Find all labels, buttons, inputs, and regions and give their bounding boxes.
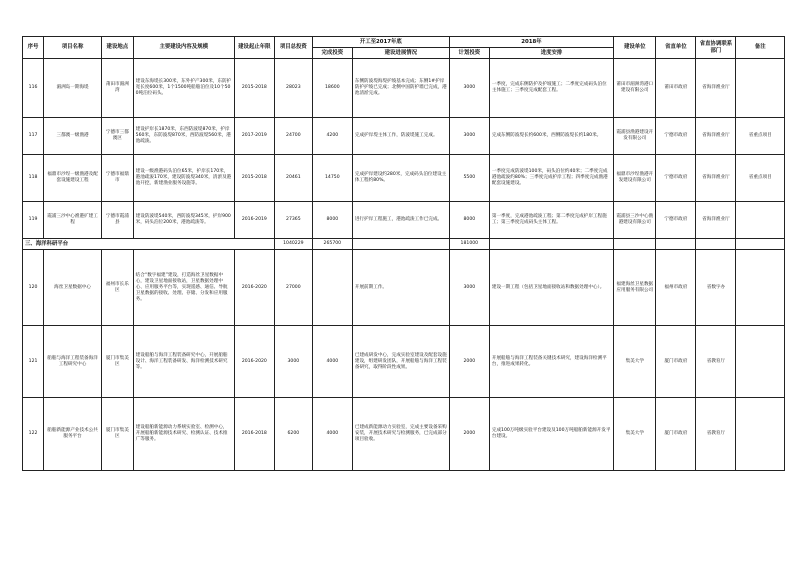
- cell-name: 三都澳一级渔港: [44, 118, 102, 155]
- cell-location: 宁德市霞浦县: [102, 202, 134, 239]
- cell-plan: 3000: [449, 250, 489, 326]
- header-row-top: [23, 37, 785, 48]
- cell-years: 2015-2018: [234, 59, 274, 118]
- cell-province-unit: 厦门市政府: [656, 398, 696, 471]
- header-plan-progress: 进度安排: [489, 48, 613, 59]
- cell-name: 湄洲岛一期海堤: [44, 59, 102, 118]
- cell-location: 福州市长乐区: [102, 250, 134, 326]
- cell-progress: 开展前期工作。: [352, 250, 449, 326]
- section-done: 265700: [312, 239, 352, 250]
- cell-coord: 省海洋渔业厅: [696, 155, 736, 202]
- cell-remarks: [736, 398, 785, 471]
- cell-seq: 122: [23, 398, 44, 471]
- cell-remarks: [736, 326, 785, 398]
- cell-years: 2016-2019: [234, 202, 274, 239]
- cell-total: 27000: [274, 250, 312, 326]
- cell-unit: 集美大学: [614, 326, 656, 398]
- table-row: [23, 118, 785, 155]
- cell-unit: 福鼎市沙埕渔港开发建设有限公司: [614, 155, 656, 202]
- table-row: [23, 250, 785, 326]
- cell-unit: 莆田市湄洲湾港口建设有限公司: [614, 59, 656, 118]
- section-blank: [736, 239, 785, 250]
- cell-coord: 省数字办: [696, 250, 736, 326]
- cell-progress: 已建成研发中心，完成实验室建设及配套设施建设，组建研发团队，开展船舶与海洋工程装备研究，取得阶段性成果。: [352, 326, 449, 398]
- header-name: 项目名称: [44, 37, 102, 59]
- cell-unit: 集美大学: [614, 398, 656, 471]
- header-cumulative-group: 开工至2017年底: [312, 37, 449, 48]
- header-province-unit: 省直单位: [656, 37, 696, 59]
- cell-progress: 完成护岸建设约280米，完成码头泊位建设主体工程约80%。: [352, 155, 449, 202]
- table-row: [23, 326, 785, 398]
- header-scale: 主要建设内容及规模: [133, 37, 234, 59]
- cell-seq: 121: [23, 326, 44, 398]
- section-blank: [656, 239, 696, 250]
- header-seq: 序号: [23, 37, 44, 59]
- cell-plan: 2000: [449, 398, 489, 471]
- cell-total: 24700: [274, 118, 312, 155]
- section-blank: [352, 239, 449, 250]
- table-row: [23, 398, 785, 471]
- cell-progress: 完成护岸堤主体工作，防波堤施工完成。: [352, 118, 449, 155]
- section-blank: [489, 239, 613, 250]
- cell-location: 宁德市三都澳区: [102, 118, 134, 155]
- header-remarks: 备注: [736, 37, 785, 59]
- cell-coord: 省教育厅: [696, 326, 736, 398]
- cell-total: 3000: [274, 326, 312, 398]
- cell-scale: 建设东海堤长300米，东外护产300米，东防护宽长度600米，1个1500吨船舶泊位及10个500吨泊位码头。: [133, 59, 234, 118]
- cell-name: 船舶新能源产业技术公共服务平台: [44, 398, 102, 471]
- cell-done: 14750: [312, 155, 352, 202]
- cell-location: 厦门市集美区: [102, 398, 134, 471]
- cell-done: 4000: [312, 326, 352, 398]
- cell-plan: 5500: [449, 155, 489, 202]
- cell-scale: 建设防波堤540米，西防波堤345米，护岸900米，码头泊位200米，港池疏浚等。: [133, 202, 234, 239]
- cell-progress: 已建成新能源动力实验室，完成主要设备采购安装，开展技术研究与检测服务，已完成部分项目验收。: [352, 398, 449, 471]
- cell-unit: 霞浦县三沙中心渔港建设有限公司: [614, 202, 656, 239]
- section-blank: [614, 239, 656, 250]
- cell-seq: 118: [23, 155, 44, 202]
- cell-total: 27365: [274, 202, 312, 239]
- cell-coord: 省教育厅: [696, 398, 736, 471]
- cell-done: 4000: [312, 398, 352, 471]
- cell-province-unit: 福州市政府: [656, 250, 696, 326]
- cell-plan-progress: 一季度，完成东侧防护及护坡施工；二季度完成码头泊位主体施工；三季度完成配套工程。: [489, 59, 613, 118]
- cell-seq: 117: [23, 118, 44, 155]
- cell-plan: 3000: [449, 59, 489, 118]
- table-row: [23, 155, 785, 202]
- cell-remarks: 省重点项目: [736, 118, 785, 155]
- cell-years: 2016-2018: [234, 398, 274, 471]
- header-unit: 建设单位: [614, 37, 656, 59]
- project-table-sheet: [22, 36, 785, 471]
- cell-plan-progress: 建设一期工程（包括卫星地面接收站和数据处理中心）。: [489, 250, 613, 326]
- cell-plan-progress: 一季度完成防波堤100米，码头泊位约40米；二季度完成港池疏浚约80%；三季度完成护岸工程；四季度完成渔港配套设施建设。: [489, 155, 613, 202]
- table-row: [23, 59, 785, 118]
- cell-seq: 119: [23, 202, 44, 239]
- cell-scale: 建设船舶与海洋工程装备研究中心，开展船舶设计、海洋工程装备研发、海洋检测技术研究等。: [133, 326, 234, 398]
- cell-unit: 霞浦县渔港建设开发有限公司: [614, 118, 656, 155]
- header-plan-group: 2018年: [449, 37, 613, 48]
- cell-scale: 建设一级渔港码头泊位65米，护岸长170米，港池疏浚170米，建设防波堤340米，清淤及港池开挖，新建渔业服务设施等。: [133, 155, 234, 202]
- cell-name: 福鼎市沙埕一级渔港及配套设施建设工程: [44, 155, 102, 202]
- cell-name: 海丝卫星数据中心: [44, 250, 102, 326]
- cell-seq: 120: [23, 250, 44, 326]
- cell-done: [312, 250, 352, 326]
- cell-province-unit: 宁德市政府: [656, 118, 696, 155]
- cell-scale: 建设船舶新能源动力系统实验室、检测中心，开展船舶新能源技术研究、检测认证、技术推广等服务。: [133, 398, 234, 471]
- cell-plan-progress: 开展船舶与海洋工程装备关键技术研究，建设海洋检测平台，推进成果转化。: [489, 326, 613, 398]
- cell-province-unit: 宁德市政府: [656, 155, 696, 202]
- cell-province-unit: 宁德市政府: [656, 202, 696, 239]
- cell-seq: 116: [23, 59, 44, 118]
- cell-plan: 8000: [449, 202, 489, 239]
- cell-total: 6200: [274, 398, 312, 471]
- cell-province-unit: 厦门市政府: [656, 326, 696, 398]
- cell-remarks: 省重点项目: [736, 155, 785, 202]
- header-plan-invest: 计划投资: [449, 48, 489, 59]
- cell-years: 2015-2018: [234, 155, 274, 202]
- cell-coord: 省海洋渔业厅: [696, 118, 736, 155]
- cell-plan-progress: 完成100万吨级实验平台建设及100万吨船舶新能源开发平台建设。: [489, 398, 613, 471]
- cell-remarks: [736, 202, 785, 239]
- cell-progress: 东侧防波堤海堤护坡基本完成；东侧1#护岸防护护坡已完成；北侧中国防护墙已完成，港池清淤完成。: [352, 59, 449, 118]
- cell-plan-progress: 完成东侧防波堤长约600米，西侧防波堤长约180米。: [489, 118, 613, 155]
- header-coord-dept: 省直协调联系部门: [696, 37, 736, 59]
- table-row: [23, 202, 785, 239]
- cell-province-unit: 莆田市政府: [656, 59, 696, 118]
- cell-scale: 建设护岸长1870米，东西防波堤870米，护岸560米，东防波堤870米，西防波堤560米，港池疏浚。: [133, 118, 234, 155]
- cell-remarks: [736, 250, 785, 326]
- section-plan: 181000: [449, 239, 489, 250]
- cell-name: 船舶与海洋工程装备海洋工程研究中心: [44, 326, 102, 398]
- cell-plan: 3000: [449, 118, 489, 155]
- cell-plan-progress: 第一季度，完成港池疏浚工程；第二季度完成护岸工程施工；第三季度完成码头主体工程。: [489, 202, 613, 239]
- section-row: [23, 239, 785, 250]
- section-label: 三、海洋科研平台: [23, 239, 275, 250]
- header-cum-progress: 建设进展情况: [352, 48, 449, 59]
- cell-done: 4200: [312, 118, 352, 155]
- section-total: 1040229: [274, 239, 312, 250]
- cell-progress: 进行护岸工程施工，港池疏浚工作已完成。: [352, 202, 449, 239]
- header-years: 建设起止年限: [234, 37, 274, 59]
- cell-done: 8000: [312, 202, 352, 239]
- cell-years: 2016-2020: [234, 250, 274, 326]
- cell-total: 28023: [274, 59, 312, 118]
- cell-name: 霞浦三沙中心渔港扩建工程: [44, 202, 102, 239]
- project-table: [22, 36, 785, 471]
- cell-location: 莆田市湄洲湾: [102, 59, 134, 118]
- section-blank: [696, 239, 736, 250]
- cell-years: 2016-2020: [234, 326, 274, 398]
- header-total-invest: 项目总投资: [274, 37, 312, 59]
- cell-location: 宁德市福鼎市: [102, 155, 134, 202]
- cell-years: 2017-2019: [234, 118, 274, 155]
- cell-coord: 省海洋渔业厅: [696, 202, 736, 239]
- cell-total: 20461: [274, 155, 312, 202]
- cell-coord: 省海洋渔业厅: [696, 59, 736, 118]
- cell-location: 厦门市集美区: [102, 326, 134, 398]
- cell-scale: 结合“数字福建”建设，打造海丝卫星数据中心，建设卫星地面接收站，卫星数据处理中心、应用服务平台等，实现遥感、通信、导航卫星数据的接收、处理、存储、分发和应用服务。: [133, 250, 234, 326]
- cell-plan: 2000: [449, 326, 489, 398]
- cell-done: 18600: [312, 59, 352, 118]
- header-location: 建设地点: [102, 37, 134, 59]
- header-cum-done: 完成投资: [312, 48, 352, 59]
- cell-remarks: [736, 59, 785, 118]
- cell-unit: 福建海丝卫星数据应用服务有限公司: [614, 250, 656, 326]
